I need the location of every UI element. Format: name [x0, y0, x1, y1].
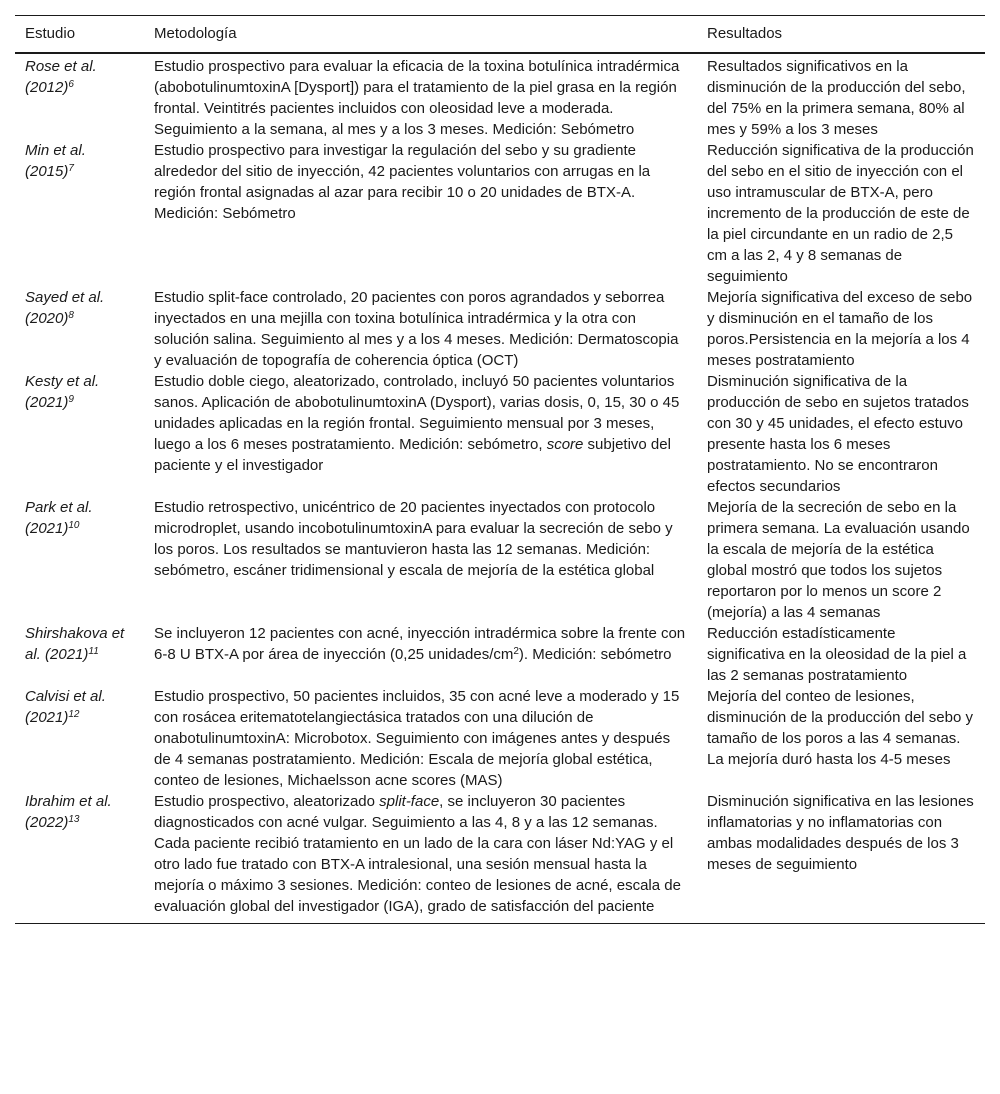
study-cell — [15, 53, 144, 140]
study-cell — [15, 686, 144, 791]
table-row — [15, 791, 985, 924]
study-name: Sayed et al. (2020) — [25, 289, 105, 327]
study-cell — [15, 371, 144, 497]
reference-number: 9 — [68, 394, 74, 405]
study-cell — [15, 287, 144, 371]
table-row — [15, 497, 985, 623]
table-row — [15, 53, 985, 140]
methodology-cell: Estudio split-face controlado, 20 pacientes con poros agrandados y seborrea inyectados en una mejilla con toxina botulínica intradérmica y la otra con solución salina. Seguimiento al mes y a los 4 meses. Medición: Dermatoscopia y evaluación de topografía de coherencia óptica (OCT) — [154, 289, 679, 369]
results-cell: Mejoría del conteo de lesiones, disminución de la producción del sebo y tamaño de los poros a las 4 semanas. La mejoría duró hasta los 4-5 meses — [707, 688, 973, 768]
reference-number: 13 — [68, 814, 80, 825]
methodology-text: Estudio prospectivo, aleatorizado — [154, 793, 380, 810]
studies-table-container — [15, 15, 985, 924]
reference-number: 7 — [68, 163, 74, 174]
study-cell — [15, 623, 144, 686]
methodology-cell: Estudio prospectivo para investigar la regulación del sebo y su gradiente alrededor del sitio de inyección, 42 pacientes voluntarios con arrugas en la región frontal asignadas al azar para recibir 10 o 20 unidades de BTX-A. Medición: Sebómetro — [154, 142, 651, 222]
results-cell: Mejoría significativa del exceso de sebo y disminución en el tamaño de los poros.Persistencia en la mejoría a los 4 meses postratamiento — [707, 289, 973, 369]
reference-number: 11 — [88, 646, 99, 657]
study-cell — [15, 140, 144, 287]
methodology-text: ). Medición: sebómetro — [518, 646, 672, 663]
study-name: Kesty et al. (2021) — [25, 373, 100, 411]
results-cell: Disminución significativa de la producción de sebo en sujetos tratados con 30 y 45 unidades, el efecto estuvo presente hasta los 6 meses postratamiento. No se encontraron efectos secundarios — [707, 373, 969, 495]
study-name: Calvisi et al. (2021) — [25, 688, 106, 726]
methodology-cell: Estudio prospectivo para evaluar la eficacia de la toxina botulínica intradérmica (abobotulinumtoxinA [Dysport]) para el tratamiento de la piel grasa en la región frontal. Veintitrés pacientes incluidos con oleosidad leve a moderada. Seguimiento a la semana, al mes y a los 3 meses. Medición: Sebómetro — [154, 58, 680, 138]
results-cell: Reducción estadísticamente significativa en la oleosidad de la piel a las 2 semanas postratamiento — [707, 625, 967, 684]
results-cell: Resultados significativos en la disminución de la producción del sebo, del 75% en la primera semana, 80% al mes y 59% a los 3 meses — [707, 58, 966, 138]
studies-table — [15, 15, 985, 924]
superscript-exponent: 2 — [513, 646, 519, 657]
methodology-italic-term: split-face — [379, 793, 440, 810]
table-row — [15, 140, 985, 287]
table-row — [15, 287, 985, 371]
table-row — [15, 371, 985, 497]
table-header — [15, 16, 985, 54]
study-name: Shirshakova et al. (2021) — [25, 625, 125, 663]
methodology-cell — [144, 371, 697, 497]
header-study: Estudio — [25, 25, 76, 42]
table-row — [15, 623, 985, 686]
methodology-text: , se incluyeron 30 pacientes diagnosticados con acné vulgar. Seguimiento a las 4, 8 y a las 12 semanas. Cada paciente recibió tratamiento en un lado de la cara con láser Nd:YAG y el otro lado fue tratado con BTX-A intralesional, una sesión mensual hasta la mejoría o máximo 3 sesiones. Medición: conteo de lesiones de acné, escala de evaluación global del investigador (IGA), grado de satisfacción del paciente — [154, 793, 681, 915]
reference-number: 8 — [68, 310, 74, 321]
methodology-text: Se incluyeron 12 pacientes con acné, inyección intradérmica sobre la frente con 6-8 U BTX-A por área de inyección (0,25 unidades/cm — [154, 625, 686, 663]
header-results: Resultados — [707, 25, 783, 42]
methodology-text: Estudio doble ciego, aleatorizado, controlado, incluyó 50 pacientes voluntarios sanos. Aplicación de abobotulinumtoxinA (Dysport), varias dosis, 0, 15, 30 o 45 unidades aplicadas en la región frontal. Seguimiento mensual por 3 meses, luego a los 6 meses postratamiento. Medición: sebómetro, — [154, 373, 680, 453]
reference-number: 10 — [68, 520, 80, 531]
methodology-italic-term: score — [546, 436, 584, 453]
methodology-cell — [144, 623, 697, 686]
reference-number: 6 — [68, 79, 74, 90]
study-cell — [15, 497, 144, 623]
methodology-cell — [144, 791, 697, 924]
study-name: Rose et al. (2012) — [25, 58, 97, 96]
methodology-cell: Estudio retrospectivo, unicéntrico de 20 pacientes inyectados con protocolo microdroplet, usando incobotulinumtoxinA para evaluar la secreción de sebo y los poros. Los resultados se mantuvieron hasta las 12 semanas. Medición: sebómetro, escáner tridimensional y escala de mejoría de la estética global — [154, 499, 673, 579]
study-name: Ibrahim et al. (2022) — [25, 793, 112, 831]
results-cell: Disminución significativa en las lesiones inflamatorias y no inflamatorias con ambas modalidades después de los 3 meses de seguimiento — [707, 793, 974, 873]
methodology-cell: Estudio prospectivo, 50 pacientes incluidos, 35 con acné leve a moderado y 15 con rosácea eritematotelangiectásica tratados con una dilución de onabotulinumtoxinA: Microbotox. Seguimiento con imágenes antes y después de 4 semanas postratamiento. Medición: Escala de mejoría global estética, conteo de lesiones, Michaelsson acne scores (MAS) — [154, 688, 680, 789]
study-cell — [15, 791, 144, 924]
header-row — [15, 16, 985, 54]
table-row — [15, 686, 985, 791]
study-name: Park et al. (2021) — [25, 499, 93, 537]
results-cell: Reducción significativa de la producción del sebo en el sitio de inyección con el uso intramuscular de BTX-A, pero incremento de la producción de este de la piel circundante en un radio de 2,5 cm a las 2, 4 y 8 semanas de seguimiento — [707, 142, 974, 285]
methodology-text: subjetivo del paciente y el investigador — [154, 436, 671, 474]
reference-number: 12 — [68, 709, 80, 720]
header-methodology: Metodología — [154, 25, 237, 42]
study-name: Min et al. (2015) — [25, 142, 86, 180]
results-cell: Mejoría de la secreción de sebo en la primera semana. La evaluación usando la escala de mejoría de la estética global mostró que todos los sujetos reportaron por lo menos un score 2 (mejoría) a las 4 semanas — [707, 499, 970, 621]
table-body — [15, 53, 985, 924]
